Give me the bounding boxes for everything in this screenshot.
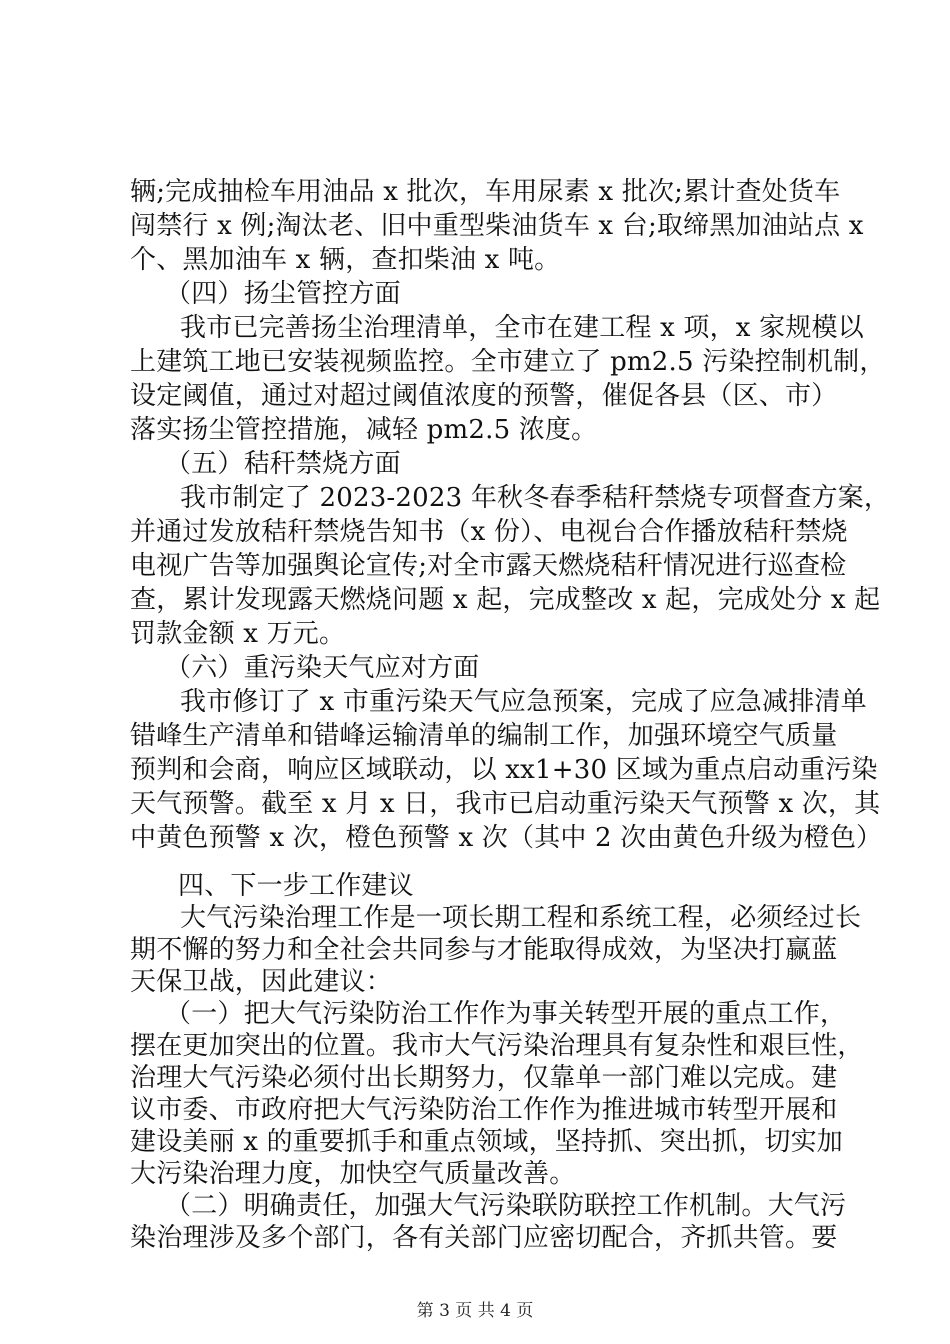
text-line: 错峰生产清单和错峰运输清单的编制工作，加强环境空气质量 [130, 721, 838, 751]
text-line: 我市修订了 x 市重污染天气应急预案，完成了应急减排清单 [180, 687, 867, 717]
text-line: 并通过发放秸秆禁烧告知书（x 份）、电视台合作播放秸秆禁烧 [130, 517, 848, 547]
text-line: 我市制定了 2023-2023 年秋冬春季秸秆禁烧专项督查方案， [180, 483, 891, 513]
text-line: 天气预警。截至 x 月 x 日，我市已启动重污染天气预警 x 次，其 [130, 789, 881, 819]
text-line: 我市已完善扬尘治理清单，全市在建工程 x 项，x 家规模以 [180, 313, 864, 343]
text-line: 大污染治理力度，加快空气质量改善。 [130, 1159, 576, 1189]
text-line: （二）明确责任，加强大气污染联防联控工作机制。大气污 [165, 1191, 847, 1221]
text-line: 天保卫战，因此建议： [130, 967, 393, 997]
text-line: 个、黑加油车 x 辆，查扣柴油 x 吨。 [130, 245, 561, 275]
text-line: 电视广告等加强舆论宣传;对全市露天燃烧秸秆情况进行巡查检 [130, 551, 847, 581]
text-line: 上建筑工地已安装视频监控。全市建立了 pm2.5 污染控制机制， [130, 347, 886, 377]
section-heading: （五）秸秆禁烧方面 [165, 449, 401, 479]
section-heading: 四、下一步工作建议 [178, 871, 414, 901]
section-heading: （六）重污染天气应对方面 [165, 653, 480, 683]
text-line: 大气污染治理工作是一项长期工程和系统工程，必须经过长 [180, 903, 862, 933]
text-line: 期不懈的努力和全社会共同参与才能取得成效，为坚决打赢蓝 [130, 935, 838, 965]
text-line: 设定阈值，通过对超过阈值浓度的预警，催促各县（区、市） [130, 381, 838, 411]
text-line: 闯禁行 x 例;淘汰老、旧中重型柴油货车 x 台;取缔黑加油站点 x [130, 211, 864, 241]
text-line: 治理大气污染必须付出长期努力，仅靠单一部门难以完成。建 [130, 1063, 838, 1093]
text-line: 辆;完成抽检车用油品 x 批次，车用尿素 x 批次;累计查处货车 [130, 177, 841, 207]
section-heading: （四）扬尘管控方面 [165, 279, 401, 309]
text-line: 落实扬尘管控措施，减轻 pm2.5 浓度。 [130, 415, 598, 445]
text-line: 摆在更加突出的位置。我市大气污染治理具有复杂性和艰巨性， [130, 1031, 864, 1061]
text-line: 查，累计发现露天燃烧问题 x 起，完成整改 x 起，完成处分 x 起 [130, 585, 881, 615]
text-line: 预判和会商，响应区域联动，以 xx1+30 区域为重点启动重污染 [130, 755, 878, 785]
text-line: 染治理涉及多个部门，各有关部门应密切配合，齐抓共管。要 [130, 1223, 838, 1253]
text-line: 建设美丽 x 的重要抓手和重点领域，坚持抓、突出抓，切实加 [130, 1127, 843, 1157]
text-line: （一）把大气污染防治工作作为事关转型开展的重点工作， [165, 999, 847, 1029]
text-line: 中黄色预警 x 次，橙色预警 x 次（其中 2 次由黄色升级为橙色） [130, 823, 883, 853]
text-line: 罚款金额 x 万元。 [130, 619, 346, 649]
page-footer: 第 3 页 共 4 页 [416, 1301, 534, 1321]
text-line: 议市委、市政府把大气污染防治工作作为推进城市转型开展和 [130, 1095, 838, 1125]
